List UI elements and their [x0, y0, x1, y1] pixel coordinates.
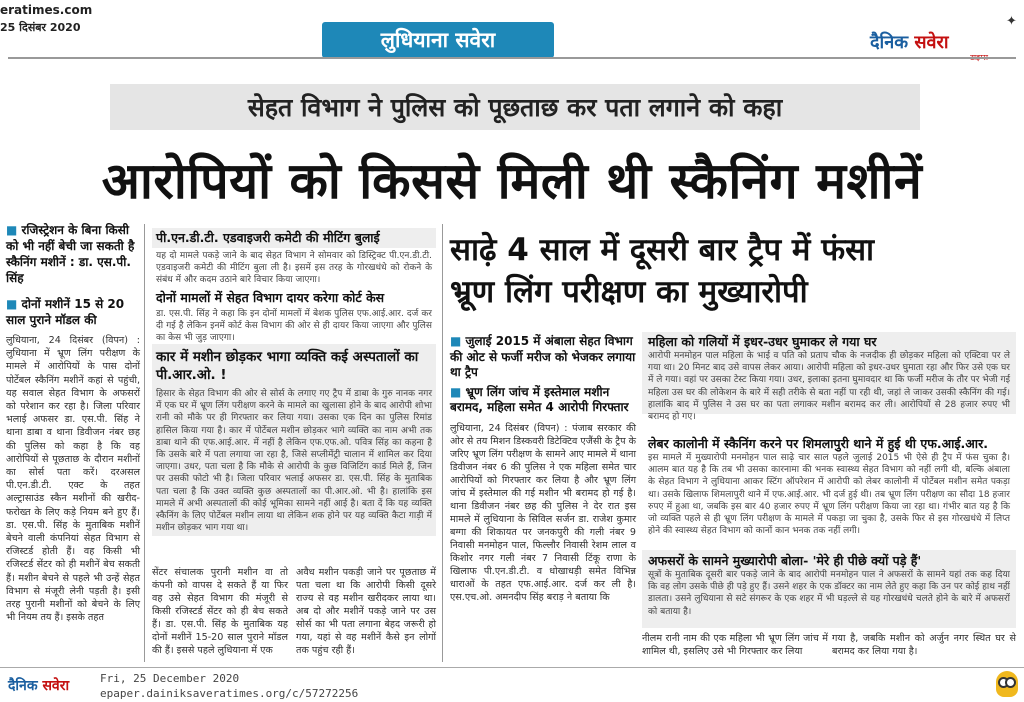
bullet-dot-icon: ■: [6, 297, 22, 311]
headline2-line1: साढ़े 4 साल में दूसरी बार ट्रैप में फंसा: [450, 232, 875, 268]
footer-date: Fri, 25 December 2020: [100, 672, 240, 685]
box1-heading: पी.एन.डी.टी. एडवाइजरी कमेटी की मीटिंग बुलाई: [152, 228, 436, 248]
left-column: [6, 222, 140, 652]
right-left-column: [450, 334, 636, 628]
header-divider: [8, 57, 1016, 59]
box3-text: हिसार के सेहत विभाग की ओर से सोर्स के लगाए गए ट्रैप में डाबा के गुरु नानक नगर में एक घर में भ्रूण लिंग परीक्षण करने के मामले का खुलासा होने के बाद आरोपी शोभा रानी को मौके पर ही गिरफ्तार कर लिया गया। उसका एक दिन का पुलिस रिमांड हासिल किया गया है। कार में पोर्टेबल मशीन छोड़कर भागे व्यक्ति का नाम अभी तक डाबा थाने की एफ.आई.आर. में नहीं है लेकिन एफ.एफ.ओ. पवित्र सिंह का कहना है कि उसके बारे में पता लगाया जा रहा है, जिसे सप्लीमेंट्री चालान में शामिल कर दिया जाएगा। उधर, पता चला है कि मौके से आरोपी के कुछ विजिटिंग कार्ड मिले हैं, जिन पर उसकी फोटो भी है। जिला परिवार भलाई अफसर डा. एस.पी. सिंह के मुताबिक पता चला है कि उक्त व्यक्ति कुछ अस्पतालों का पी.आर.ओ. भी है। हालांकि इस मामले में अभी अस्पतालों की कोई भूमिका सामने नहीं आई है। बता दें कि यह व्यक्ति स्कैनिंग के लिए पोर्टेबल मशीन लाया था लेकिन शक होने पर यह व्यक्ति कैटा गाड़ी में मशीन छोड़कर भाग गया था।: [152, 386, 436, 536]
box6-heading: अफसरों के सामने मुख्यारोपी बोला- 'मेरे ही पीछे क्यों पड़े हैं': [648, 553, 922, 568]
box2-text: डा. एस.पी. सिंह ने कहा कि इन दोनों मामलों में बेशक पुलिस एफ.आई.आर. दर्ज कर दी गई है लेकिन इनमें कोर्ट केस विभाग की ओर से ही दायर किया जाएगा और पुलिस का केस भी जुड़ जाएगा।: [156, 309, 432, 344]
box3-heading: कार में मशीन छोड़कर भागा व्यक्ति कई अस्पतालों का पी.आर.ओ. !: [152, 344, 436, 386]
bullet-1-text: रजिस्ट्रेशन के बिना किसी को भी नहीं बेची जा सकती है स्कैनिंग मशीनें : डा. एस.पी. सिंह: [6, 223, 135, 285]
bullet-dot-icon: ■: [450, 334, 466, 348]
section-banner: लुधियाना सवेरा: [322, 22, 554, 58]
box4: [642, 332, 1016, 423]
brand-right: सवेरा: [914, 32, 949, 53]
box4-text: आरोपी मनमोहन पाल महिला के भाई व पति को प्रताप चौक के नजदीक ही छोड़कर महिला को एक्टिवा पर ले गया था। 20 मिनट बाद उसे वापस लेकर आया। आरोपी महिला को इधर-उधर घुमाता रहा और फिर उसे एक घर में ले गया। वहां पर उसका टेस्ट किया गया। उधर, इलाका इतना घुमावदार था कि फर्जी मरीज के तौर पर भेजी गई महिला उस घर की लोकेशन के बारे में सही तरीके से बता नहीं पा रही थी, जहां ले जाकर उसकी स्कैनिंग की गई। हालांकि बाद में पुलिस ने उस घर का पता लगाकर मशीन बरामद कर ली। आरोपियों से 28 हजार रुपए भी बरामद हो गए।: [648, 351, 1010, 423]
bullet-2: [6, 296, 140, 328]
bullet-dot-icon: ■: [450, 384, 466, 399]
footer-logo: [8, 676, 69, 695]
bullet-dot-icon: ■: [6, 223, 22, 237]
box6-text: सूत्रों के मुताबिक दूसरी बार पकड़े जाने के बाद आरोपी मनमोहन पाल ने अफसरों के सामने यहां तक कह दिया कि वह लोग उसके पीछे ही पड़े हुए हैं। उसने शहर के एक डॉक्टर का नाम लेते हुए कहा कि उन पर कोई हाथ नहीं डालता। उसने लुधियाना से सटे संगरूर के एक शहर में भी घड़ल्ले से यह गोरखधंधे चलते होने के बारे में अफसरों को बताया है।: [648, 570, 1010, 617]
box5-heading: लेबर कालोनी में स्कैनिंग करने पर शिमलापुरी थाने में हुई थी एफ.आई.आर.: [648, 436, 988, 451]
left-body: लुधियाना, 24 दिसंबर (विपन) : लुधियाना में भ्रूण लिंग परीक्षण के मामले में आरोपियों के पास दोनों पोर्टेबल स्कैनिंग मशीनें कहां से पहुंची, यह सवाल सेहत विभाग के अफसरों को परेशान कर रहा है। जिला परिवार भलाई अफसर डा. एस.पी. सिंह ने थाना डाबा व थाना डिवीजन नंबर छह की पुलिस को कहा है कि वह आरोपियों से पूछताछ के दौरान मशीनों का सोर्स पता करें। दरअसल पी.एन.डी.टी. एक्ट के तहत अल्ट्रासाउंड स्कैन मशीनों की खरीद-फरोख्त के लिए कड़े नियम बने हुए हैं। डा. एस.पी. सिंह के मुताबिक मशीनें बेचने वाली कंपनियां सेहत विभाग से रजिस्टर्ड होती हैं। वह किसी भी रजिस्टर्ड सेंटर को ही मशीनें बेच सकती हैं। मशीन बेचने से पहले भी उन्हें सेहत विभाग से मंजूरी लेनी पड़ती है। इसी तरह पुरानी मशीनों को बेचने के लिए भी नियम तय हैं। इसके तहत: [6, 335, 140, 624]
sparkle-icon: ✦: [1006, 14, 1017, 29]
box5-text: इस मामले में मुख्यारोपी मनमोहन पाल साढ़े चार साल पहले जुलाई 2015 भी ऐसे ही ट्रैप में फंस चुका है। आलम बात यह है कि तब भी उसका कारनामा की भनक स्वास्थ्य सेहत विभाग को नहीं लगी थी, बल्कि अंबाला के सेहत विभाग ने लुधियाना आकर स्टिंग ऑपरेशन में आरोपी को लेबर कालोनी में पोर्टेबल मशीन समेत पकड़ा था। उसके खिलाफ शिमलापुरी थाने में एफ.आई.आर. भी दर्ज हुई थी। तब भ्रूण लिंग परीक्षण का सौदा 18 हजार रुपए में हुआ था, जबकि इस बार 40 हजार रुपए में भ्रूण लिंग परीक्षण किया जा रहा था। गंभीर बात यह है कि जो व्यक्ति पहले से ही भ्रूण लिंग परीक्षण के मामले में पकड़ा जा चुका है, उसके फिर से इस गोरखधंधे में लिप्त होने की स्वास्थ्य सेहत विभाग को कानों कान भनक तक नहीं लगी।: [648, 453, 1010, 537]
right-bottom-left: नीलम रानी नाम की एक महिला भी भ्रूण लिंग जांच में शामिल थी, इसलिए उसे भी गिरफ्तार कर लिया: [642, 633, 828, 657]
mid-bottom-right: अवैध मशीन पकड़ी जाने पर पूछताछ में पता चला था कि आरोपी किसी दूसरे राज्य से वह मशीन खरीदकर लाया था। अब दो और मशीनें पकड़े जाने पर उस सोर्स का भी पता लगाना बेहद जरूरी हो गया, यहां से वह मशीनें कैसे इन लोगों तक पहुंच रही हैं।: [296, 567, 436, 656]
bullet-1: [6, 222, 140, 286]
box4-heading: महिला को गलियों में इधर-उधर घुमाकर ले गया घर: [648, 334, 877, 349]
footer-logo-right: सवेरा: [42, 678, 70, 694]
footer-url[interactable]: epaper.dainiksaveratimes.org/c/57272256: [100, 687, 359, 700]
bullet-4: [450, 385, 636, 416]
owl-icon[interactable]: [996, 671, 1018, 697]
box5: [642, 436, 1016, 548]
edition-date: 25 दिसंबर 2020: [0, 21, 81, 34]
brand-logo: [870, 30, 1010, 52]
mid-bottom-left: सेंटर संचालक पुरानी मशीन वा तो कंपनी को वापस दे सकते हैं या फिर वह उसे सेहत विभाग की मंजूरी से किसी रजिस्टर्ड सेंटर को ही बेच सकते हैं। डा. एस.पी. सिंह के मुताबिक यह दोनों मशीनें 15-20 साल पुराने मॉडल की हैं। इससे पहले लुधियाना में एक: [152, 567, 288, 656]
footer-logo-left: दैनिक: [8, 678, 38, 694]
bullet-4-text: भ्रूण लिंग जांच में इस्तेमाल मशीन बरामद, महिला समेत 4 आरोपी गिरफ्तार: [450, 384, 629, 414]
bullet-3-text: जुलाई 2015 में अंबाला सेहत विभाग की ओट से फर्जी मरीज को भेजकर लगाया था ट्रैप: [450, 334, 636, 379]
main-headline: आरोपियों को किससे मिली थी स्कैनिंग मशीनें: [101, 152, 923, 210]
right-bottom-right: गया है, जबकि मशीन को अर्जुन नगर स्थित घर से बरामद कर लिया गया है।: [832, 633, 1016, 657]
bullet-3: [450, 334, 636, 381]
bullet-2-text: दोनों मशीनें 15 से 20 साल पुराने मॉडल की: [6, 297, 125, 327]
footer-divider: [0, 667, 1024, 668]
site-url: eratimes.com: [0, 3, 93, 17]
box1-text: यह दो मामले पकड़े जाने के बाद सेहत विभाग ने सोमवार को डिस्ट्रिक्ट पी.एन.डी.टी. एडवाइजरी कमेटी की मीटिंग बुला ली है। इसमें इस तरह के गोरखधंधे को रोकने के संबंध में और कदम उठाने बारे विचार किया जाएगा।: [156, 251, 432, 286]
brand-left: दैनिक: [870, 32, 909, 53]
headline2-line2: भ्रूण लिंग परीक्षण का मुख्यारोपी: [450, 274, 808, 310]
box2-heading: दोनों मामलों में सेहत विभाग दायर करेगा कोर्ट केस: [156, 290, 385, 305]
kicker: सेहत विभाग ने पुलिस को पूछताछ कर पता लगाने को कहा: [110, 84, 920, 130]
box6: [642, 550, 1016, 628]
right-body: लुधियाना, 24 दिसंबर (विपन) : पंजाब सरकार की ओर से तय मिशन डिस्कवरी डिटेक्टिव एजैंसी के ट्रैप के जरिए भ्रूण लिंग परीक्षण के सामने आए मामले में थाना डिवीजन नंबर 6 की पुलिस ने एक महिला समेत चार आरोपियों को गिरफ्तार कर लिया है और भ्रूण लिंग जांच में इस्तेमाल की गई मशीन भी बरामद हो गई है। थाना डिवीजन नंबर छह की पुलिस ने देर रात इस मामले में लुधियाना के सिविल सर्जन डा. राजेश कुमार बग्गा की शिकायत पर जनकपुरी की गली नंबर 9 निवासी मनमोहन पाल, फिल्लौर निवासी रेशम लाल व किशोर नगर गली नंबर 7 निवासी टिंकू राणा के खिलाफ पी.एन.डी.टी. व धोखाधड़ी समेत विभिन्न धाराओं के तहत एफ.आई.आर. दर्ज कर ली है। एस.एच.ओ. अमनदीप सिंह बराड़ ने बताया कि: [450, 422, 636, 603]
column-rule: [442, 224, 443, 662]
column-rule: [144, 224, 145, 662]
mid-column: [152, 228, 436, 536]
